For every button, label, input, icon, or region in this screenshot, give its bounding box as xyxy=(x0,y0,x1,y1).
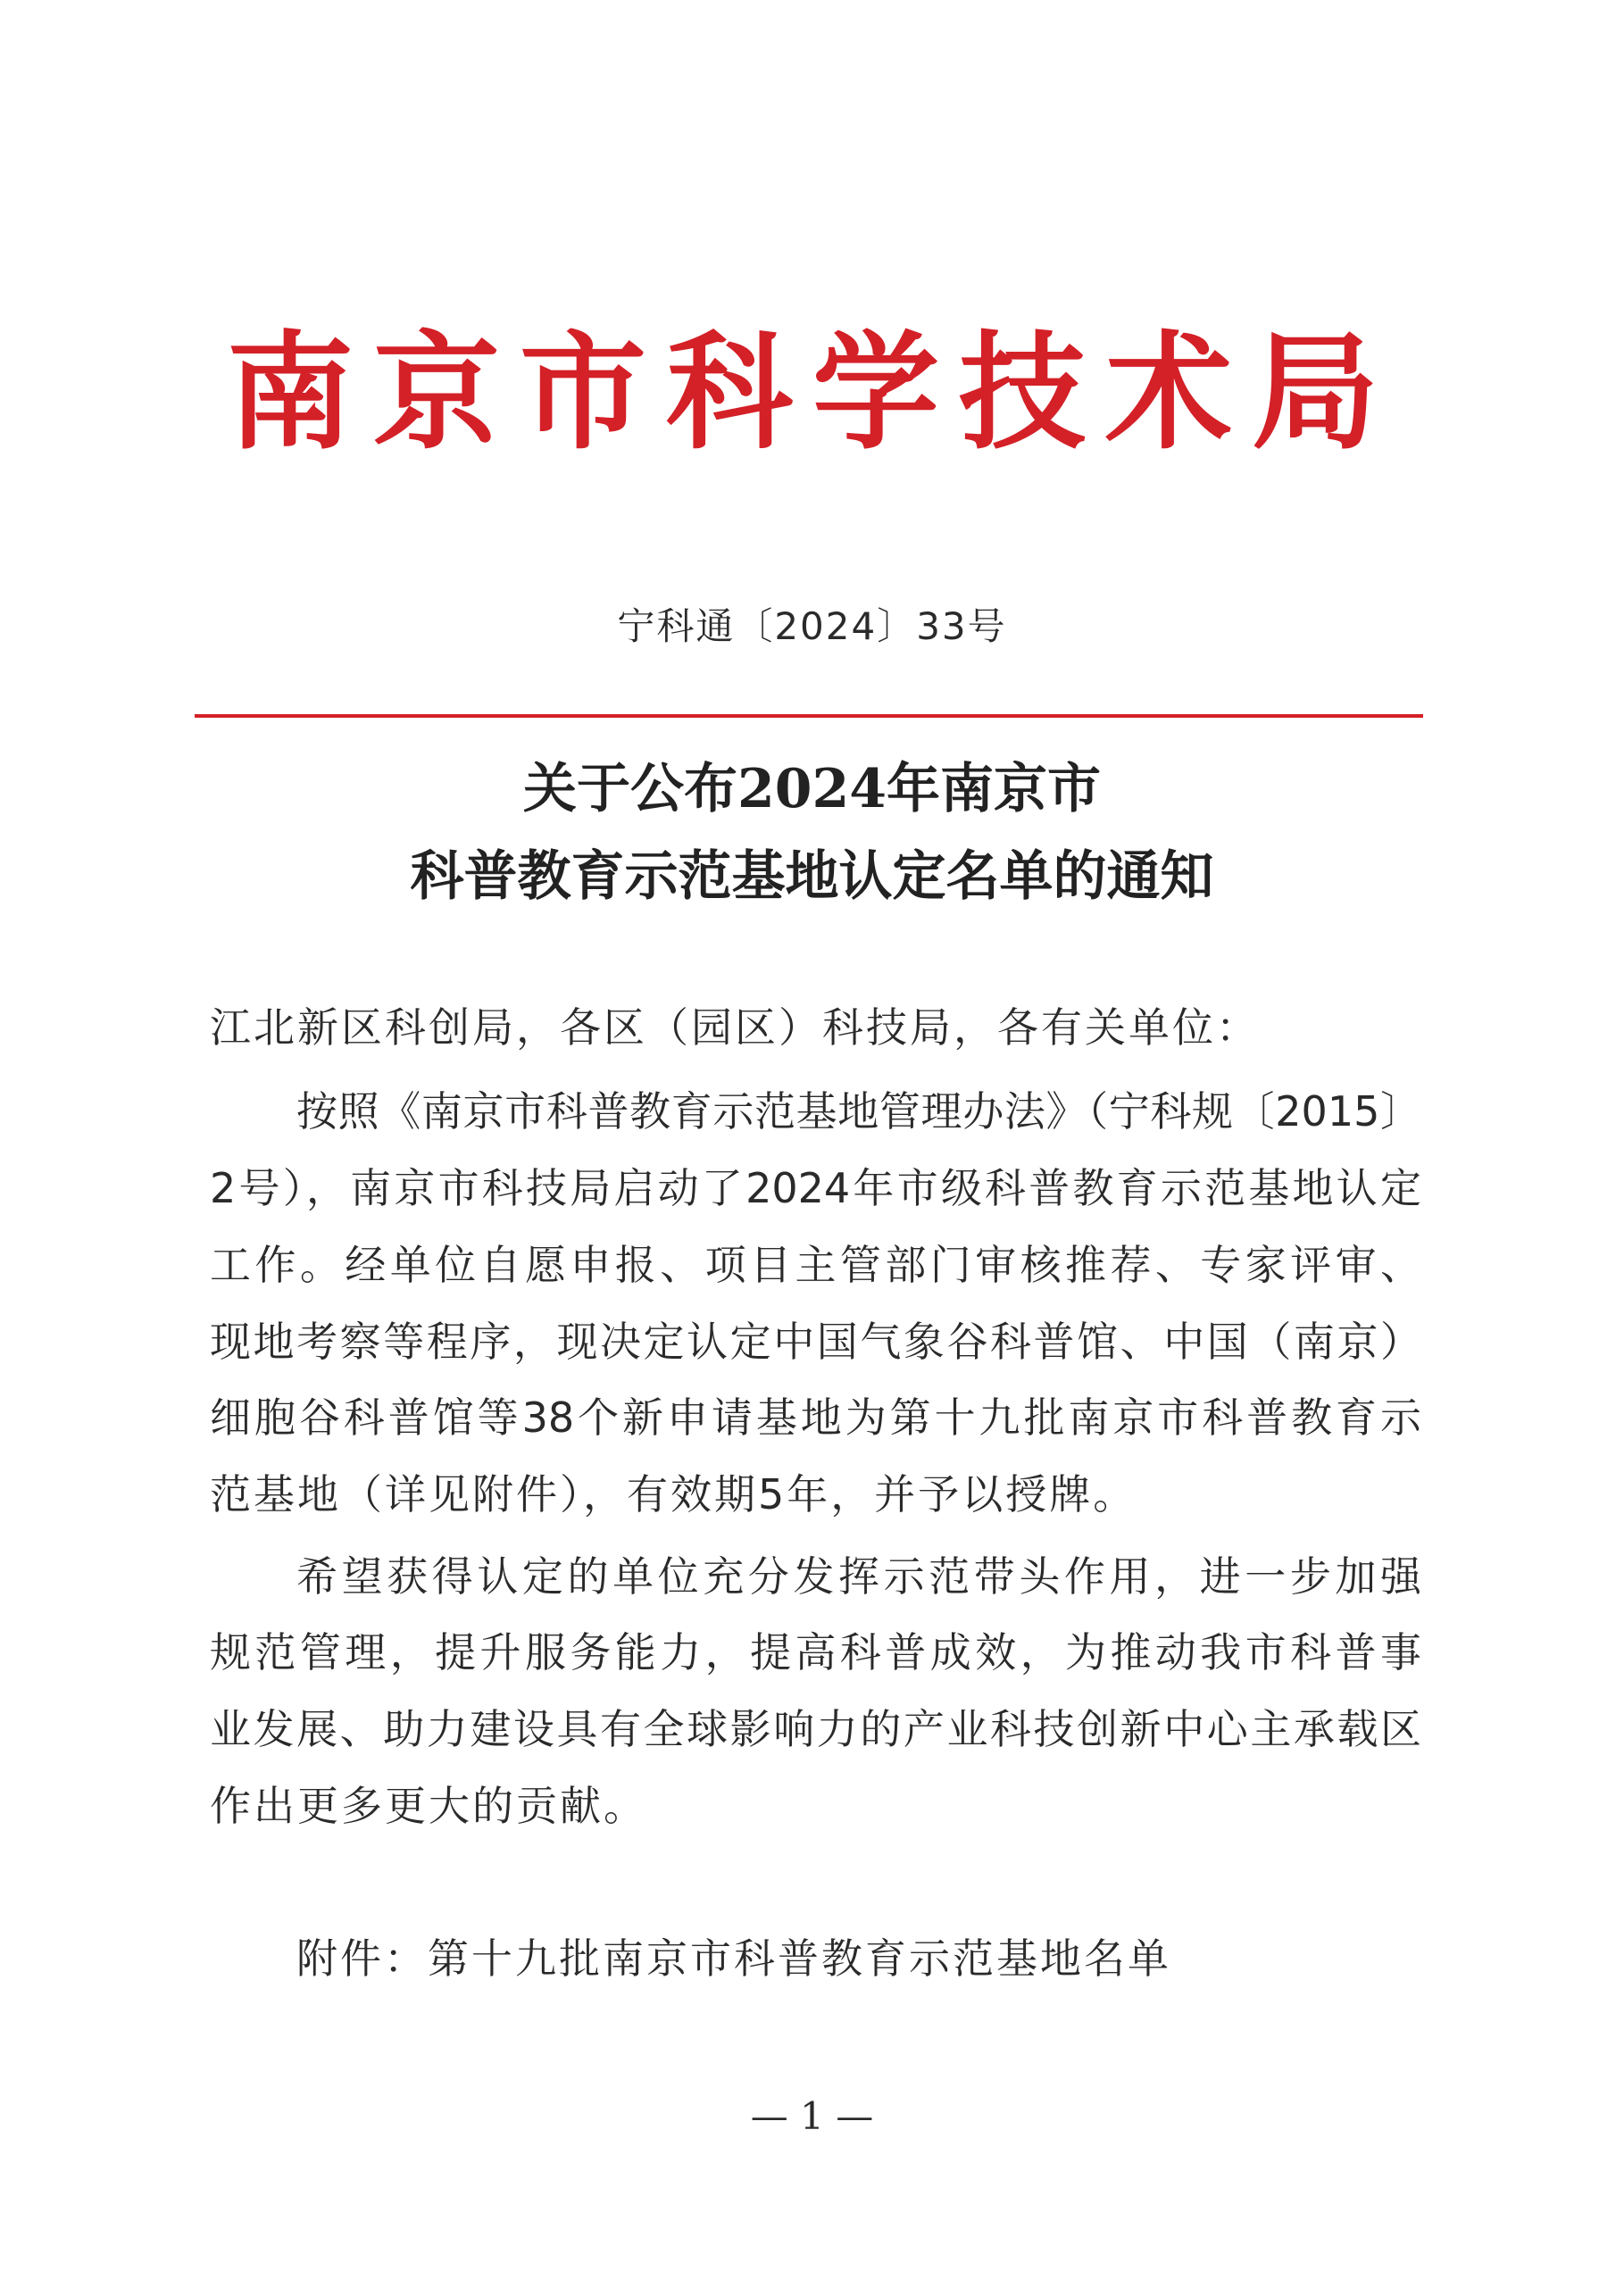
page-number: — 1 — xyxy=(750,2094,874,2138)
masthead-title: 南京市科学技术局 xyxy=(227,319,1398,467)
paragraph-2-line-2: 规范管理，提升服务能力，提高科普成效，为推动我市科普事 xyxy=(210,1628,1421,1676)
paragraph-2-line-4: 作出更多更大的贡献。 xyxy=(210,1782,647,1830)
paragraph-1-line-4: 现地考察等程序，现决定认定中国气象谷科普馆、中国（南京） xyxy=(210,1318,1421,1366)
red-divider-line xyxy=(195,714,1423,718)
addressee: 江北新区科创局，各区（园区）科技局，各有关单位： xyxy=(210,1003,1260,1052)
paragraph-1-line-1: 按照《南京市科普教育示范基地管理办法》（宁科规〔2015〕 xyxy=(296,1087,1421,1136)
paragraph-1-line-6: 范基地（详见附件），有效期5年，并予以授牌。 xyxy=(210,1470,1137,1518)
paragraph-1-line-3: 工作。经单位自愿申报、项目主管部门审核推荐、专家评审、 xyxy=(210,1241,1421,1289)
document-number: 宁科通〔2024〕33号 xyxy=(617,604,1007,648)
paragraph-2-line-1: 希望获得认定的单位充分发挥示范带头作用，进一步加强 xyxy=(296,1552,1421,1601)
document-title-line-1: 关于公布2024年南京市 xyxy=(523,758,1101,820)
document-title-line-2: 科普教育示范基地认定名单的通知 xyxy=(410,845,1214,908)
paragraph-1-line-5: 细胞谷科普馆等38个新申请基地为第十九批南京市科普教育示 xyxy=(210,1393,1421,1442)
paragraph-1-line-2: 2号），南京市科技局启动了2024年市级科普教育示范基地认定 xyxy=(210,1164,1421,1212)
attachment-note: 附件：第十九批南京市科普教育示范基地名单 xyxy=(296,1934,1171,1983)
paragraph-2-line-3: 业发展、助力建设具有全球影响力的产业科技创新中心主承载区 xyxy=(210,1705,1421,1753)
